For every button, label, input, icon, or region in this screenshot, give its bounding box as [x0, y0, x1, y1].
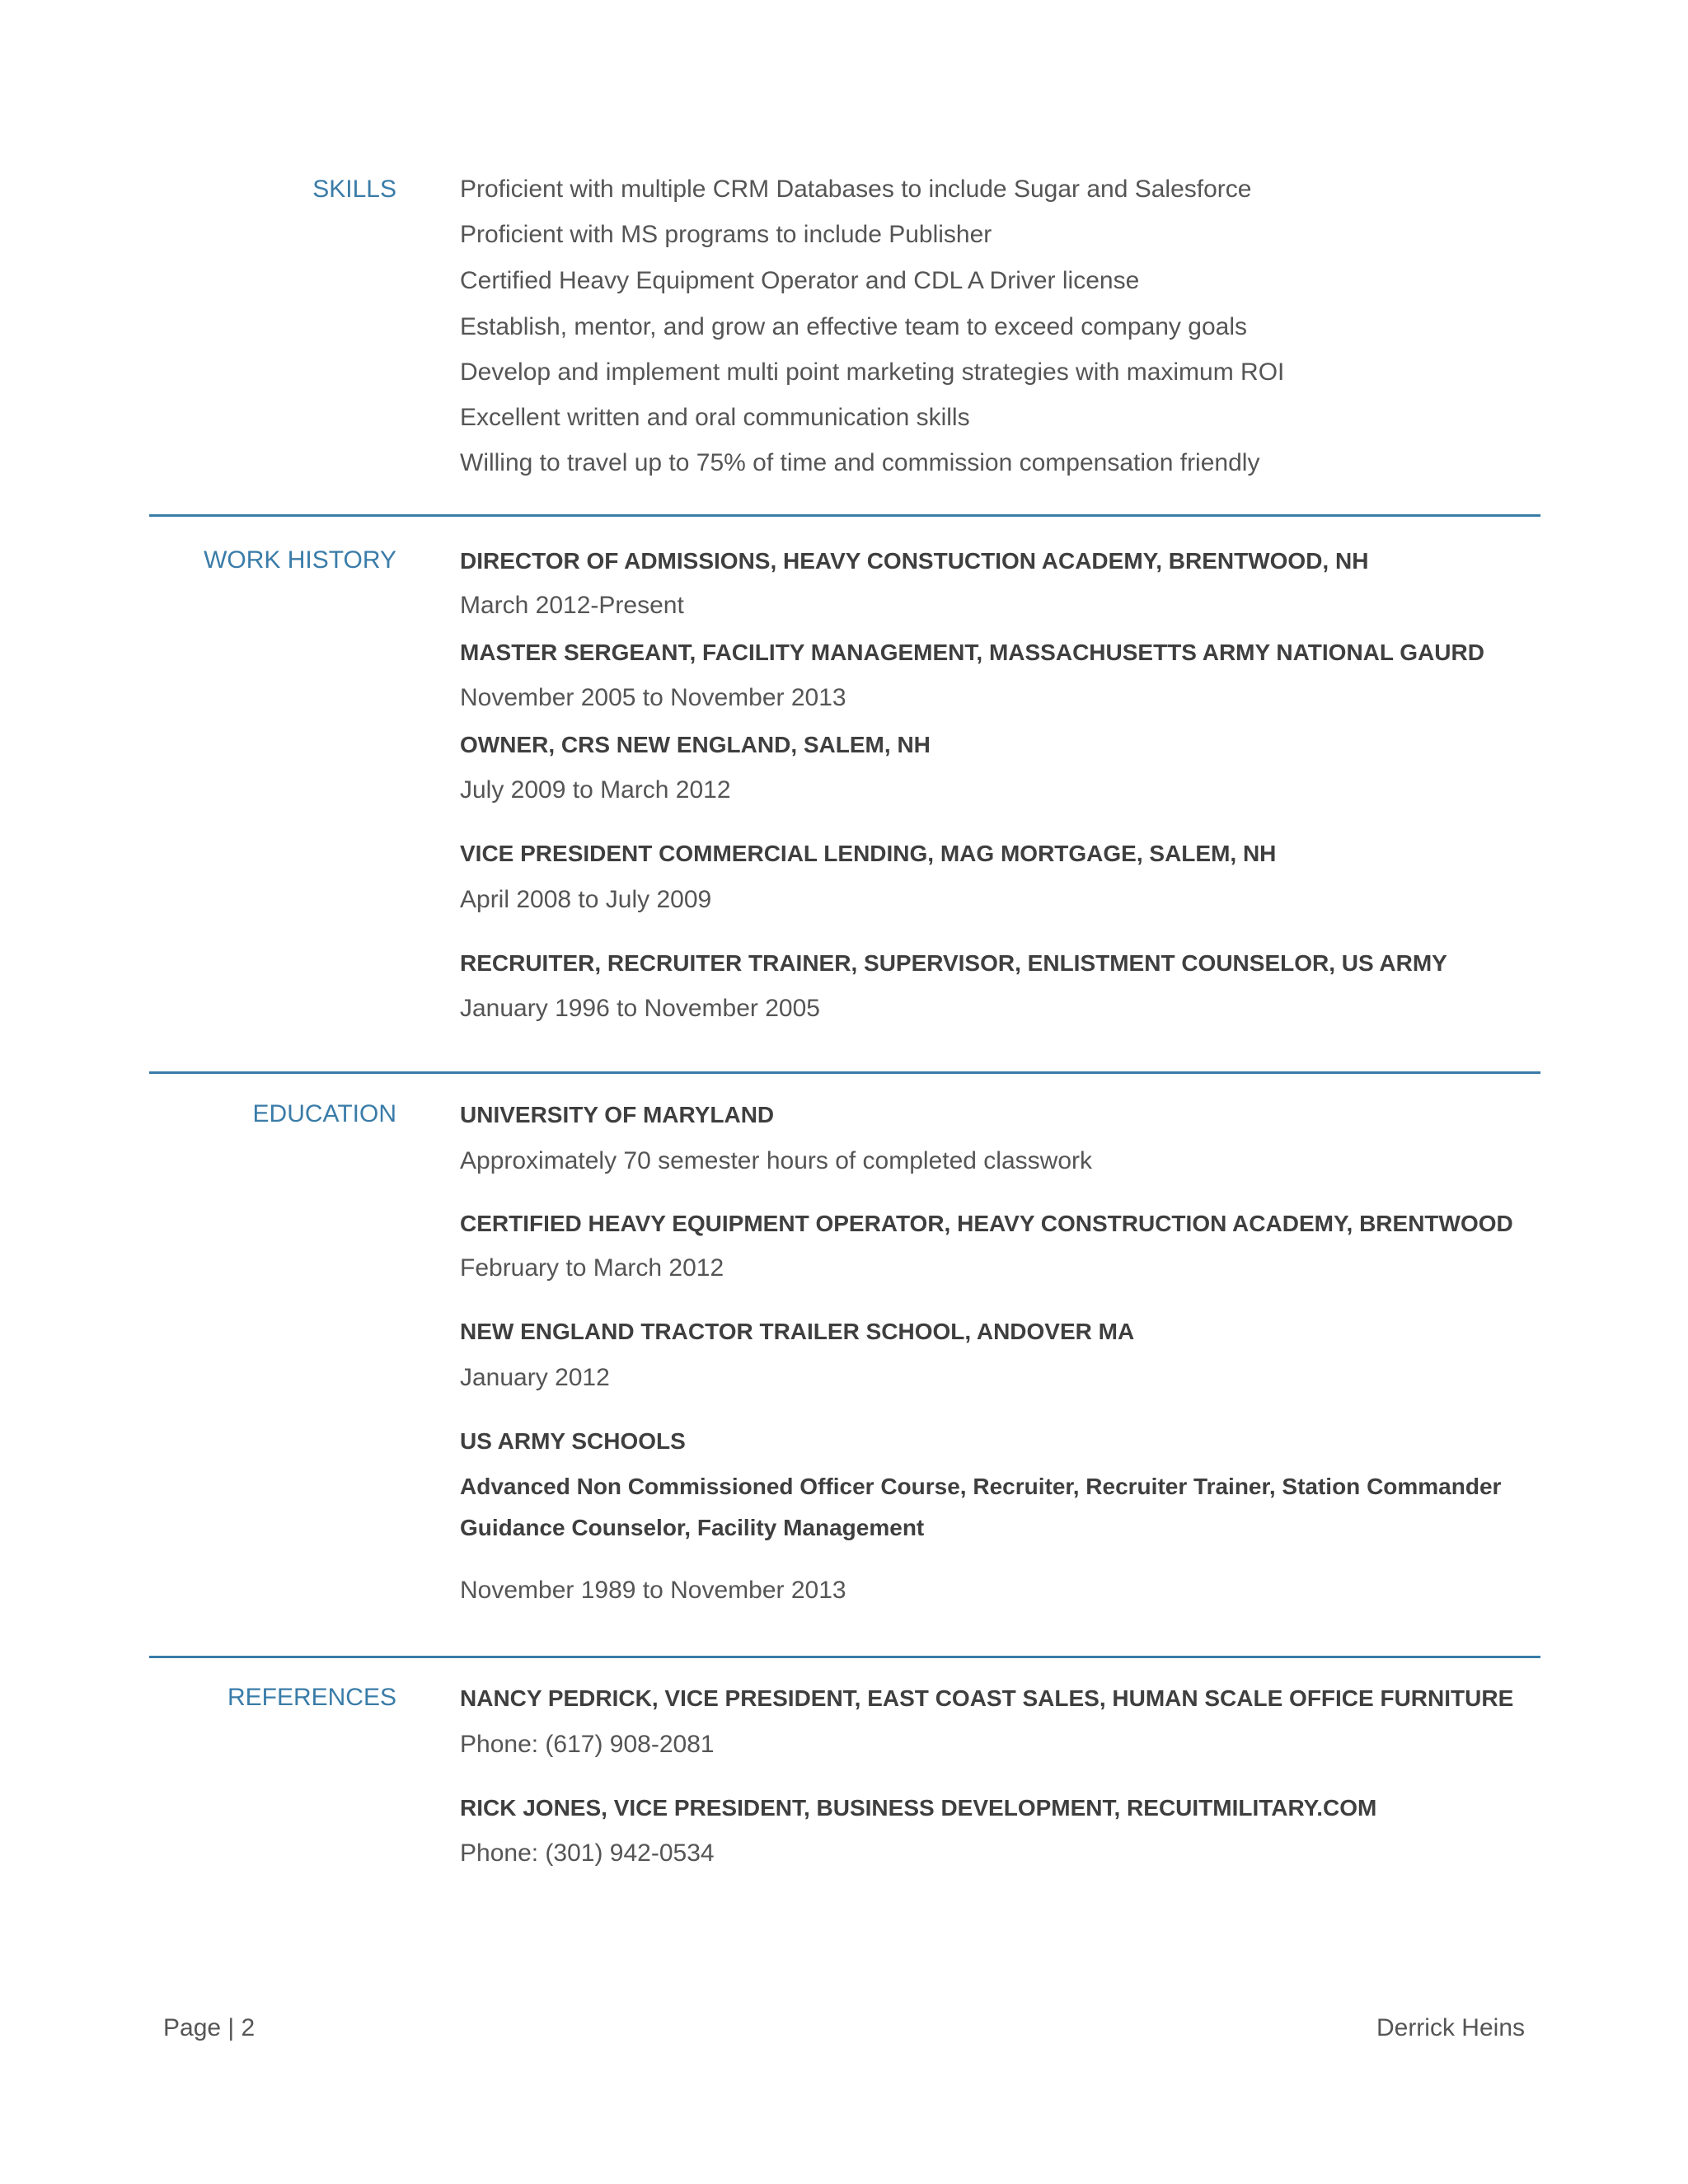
job-title: RECRUITER, RECRUITER TRAINER, SUPERVISOR, ENLISTMENT COUNSELOR, US ARMY	[460, 950, 1447, 976]
references-label: REFERENCES	[227, 1684, 396, 1711]
education-label: EDUCATION	[252, 1100, 396, 1127]
skill-item: Proficient with multiple CRM Databases to include Sugar and Salesforce	[460, 176, 1252, 203]
skill-item: Establish, mentor, and grow an effective team to exceed company goals	[460, 313, 1247, 340]
skills-label: SKILLS	[312, 176, 396, 203]
school-detail: Approximately 70 semester hours of completed classwork	[460, 1147, 1092, 1174]
school-name: NEW ENGLAND TRACTOR TRAILER SCHOOL, ANDOVER MA	[460, 1319, 1135, 1344]
skill-item: Proficient with MS programs to include Publisher	[460, 221, 992, 248]
school-name: US ARMY SCHOOLS	[460, 1428, 686, 1454]
work-history-label: WORK HISTORY	[204, 546, 396, 574]
section-divider	[149, 514, 1540, 517]
school-name: CERTIFIED HEAVY EQUIPMENT OPERATOR, HEAVY CONSTRUCTION ACADEMY, BRENTWOOD	[460, 1211, 1513, 1236]
job-title: DIRECTOR OF ADMISSIONS, HEAVY CONSTUCTION ACADEMY, BRENTWOOD, NH	[460, 548, 1369, 574]
skill-item: Willing to travel up to 75% of time and commission compensation friendly	[460, 449, 1260, 476]
section-divider	[149, 1656, 1540, 1658]
work-history-section	[149, 546, 1540, 1040]
school-detail: February to March 2012	[460, 1254, 724, 1282]
job-dates: July 2009 to March 2012	[460, 776, 731, 804]
skill-item: Excellent written and oral communication skills	[460, 404, 970, 431]
references-section	[149, 1683, 1540, 1881]
course-list: Advanced Non Commissioned Officer Course, Recruiter, Recruiter Trainer, Station Commander	[460, 1474, 1502, 1499]
job-title: MASTER SERGEANT, FACILITY MANAGEMENT, MASSACHUSETTS ARMY NATIONAL GAURD	[460, 640, 1484, 665]
author-name: Derrick Heins	[1376, 2014, 1525, 2041]
reference-name: NANCY PEDRICK, VICE PRESIDENT, EAST COAST SALES, HUMAN SCALE OFFICE FURNITURE	[460, 1685, 1514, 1711]
school-detail: January 2012	[460, 1364, 610, 1391]
reference-name: RICK JONES, VICE PRESIDENT, BUSINESS DEVELOPMENT, RECUITMILITARY.COM	[460, 1795, 1377, 1821]
reference-phone: Phone: (617) 908-2081	[460, 1731, 715, 1758]
job-dates: April 2008 to July 2009	[460, 886, 712, 913]
job-title: VICE PRESIDENT COMMERCIAL LENDING, MAG MORTGAGE, SALEM, NH	[460, 841, 1277, 866]
skills-section	[149, 175, 1540, 488]
school-name: UNIVERSITY OF MARYLAND	[460, 1102, 775, 1127]
job-title: OWNER, CRS NEW ENGLAND, SALEM, NH	[460, 732, 931, 757]
job-dates: January 1996 to November 2005	[460, 995, 820, 1022]
school-detail: November 1989 to November 2013	[460, 1577, 846, 1604]
skill-item: Develop and implement multi point marketing strategies with maximum ROI	[460, 359, 1285, 386]
education-section	[149, 1099, 1540, 1610]
section-divider	[149, 1071, 1540, 1074]
job-dates: November 2005 to November 2013	[460, 684, 846, 711]
course-list: Guidance Counselor, Facility Management	[460, 1515, 925, 1540]
reference-phone: Phone: (301) 942-0534	[460, 1840, 715, 1867]
job-dates: March 2012-Present	[460, 592, 684, 619]
page-number: Page | 2	[163, 2014, 256, 2041]
skill-item: Certified Heavy Equipment Operator and CDL A Driver license	[460, 267, 1140, 294]
